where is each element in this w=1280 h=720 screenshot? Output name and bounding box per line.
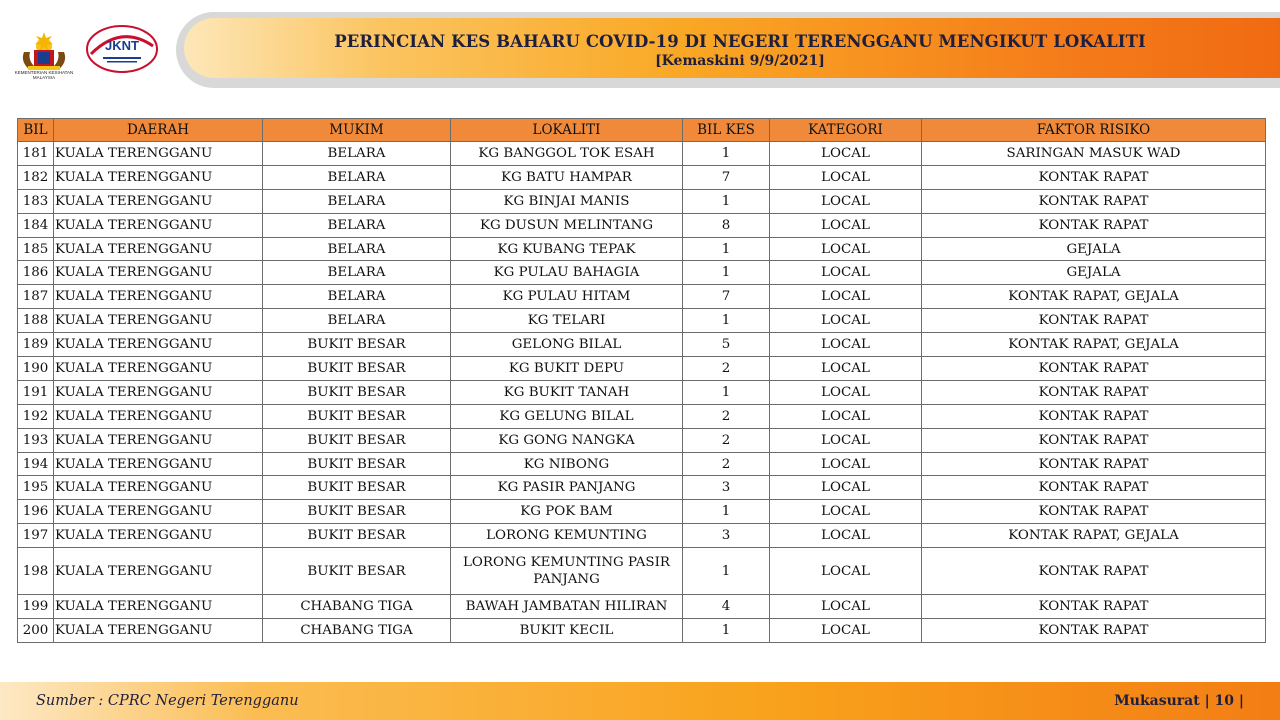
table-row (18, 500, 1266, 524)
cell-bil-kes: 1 (683, 548, 770, 595)
cell-faktor-risiko: KONTAK RAPAT (922, 428, 1266, 452)
cell-mukim: BUKIT BESAR (263, 548, 451, 595)
cell-bil-kes: 1 (683, 142, 770, 166)
cell-daerah: KUALA TERENGGANU (54, 619, 263, 643)
cell-kategori: LOCAL (770, 476, 922, 500)
cell-faktor-risiko: KONTAK RAPAT, GEJALA (922, 333, 1266, 357)
col-header-faktor-risiko: FAKTOR RISIKO (922, 119, 1266, 142)
cell-lokaliti: KG PULAU BAHAGIA (451, 261, 683, 285)
cell-lokaliti: KG BUKIT TANAH (451, 380, 683, 404)
cases-table (17, 118, 1266, 643)
cell-faktor-risiko: SARINGAN MASUK WAD (922, 142, 1266, 166)
cell-lokaliti: KG NIBONG (451, 452, 683, 476)
cell-kategori: LOCAL (770, 285, 922, 309)
page-title: PERINCIAN KES BAHARU COVID-19 DI NEGERI TERENGGANU MENGIKUT LOKALITI (334, 32, 1146, 51)
kkm-caption: KEMENTERIAN KESIHATAN MALAYSIA (14, 70, 74, 80)
cell-mukim: BELARA (263, 189, 451, 213)
cell-bil: 194 (18, 452, 54, 476)
jknt-logo (85, 24, 159, 74)
cell-bil-kes: 1 (683, 309, 770, 333)
cell-bil: 190 (18, 357, 54, 381)
cell-kategori: LOCAL (770, 500, 922, 524)
cell-daerah: KUALA TERENGGANU (54, 380, 263, 404)
cell-daerah: KUALA TERENGGANU (54, 524, 263, 548)
cell-daerah: KUALA TERENGGANU (54, 357, 263, 381)
cell-faktor-risiko: KONTAK RAPAT (922, 548, 1266, 595)
cell-mukim: BUKIT BESAR (263, 452, 451, 476)
cell-faktor-risiko: GEJALA (922, 261, 1266, 285)
table-row (18, 237, 1266, 261)
cell-daerah: KUALA TERENGGANU (54, 428, 263, 452)
cell-bil: 193 (18, 428, 54, 452)
table-body (18, 142, 1266, 643)
table-header-row (18, 119, 1266, 142)
cell-daerah: KUALA TERENGGANU (54, 548, 263, 595)
cell-lokaliti: KG TELARI (451, 309, 683, 333)
cell-faktor-risiko: KONTAK RAPAT (922, 595, 1266, 619)
cell-bil-kes: 7 (683, 165, 770, 189)
cell-bil-kes: 5 (683, 333, 770, 357)
cell-lokaliti: KG BATU HAMPAR (451, 165, 683, 189)
cell-kategori: LOCAL (770, 404, 922, 428)
cell-bil: 185 (18, 237, 54, 261)
col-header-lokaliti: LOKALITI (451, 119, 683, 142)
cell-daerah: KUALA TERENGGANU (54, 333, 263, 357)
table-row (18, 476, 1266, 500)
cell-faktor-risiko: KONTAK RAPAT (922, 404, 1266, 428)
cell-bil-kes: 8 (683, 213, 770, 237)
table-row (18, 357, 1266, 381)
cell-bil: 195 (18, 476, 54, 500)
cell-bil-kes: 1 (683, 261, 770, 285)
cell-bil: 187 (18, 285, 54, 309)
table-row (18, 404, 1266, 428)
table-row (18, 333, 1266, 357)
cell-bil-kes: 1 (683, 500, 770, 524)
page-number: Mukasurat | 10 | (1114, 693, 1244, 709)
cell-faktor-risiko: KONTAK RAPAT, GEJALA (922, 285, 1266, 309)
cell-faktor-risiko: KONTAK RAPAT (922, 165, 1266, 189)
cell-bil-kes: 2 (683, 452, 770, 476)
table-row (18, 380, 1266, 404)
cell-bil: 199 (18, 595, 54, 619)
table-row (18, 428, 1266, 452)
table-row (18, 548, 1266, 595)
cell-mukim: BELARA (263, 261, 451, 285)
cell-bil: 184 (18, 213, 54, 237)
cell-kategori: LOCAL (770, 548, 922, 595)
cell-kategori: LOCAL (770, 357, 922, 381)
cell-mukim: BUKIT BESAR (263, 333, 451, 357)
cell-faktor-risiko: KONTAK RAPAT (922, 500, 1266, 524)
cell-daerah: KUALA TERENGGANU (54, 285, 263, 309)
cell-kategori: LOCAL (770, 524, 922, 548)
cell-mukim: CHABANG TIGA (263, 595, 451, 619)
cell-lokaliti: KG PASIR PANJANG (451, 476, 683, 500)
cell-mukim: BUKIT BESAR (263, 404, 451, 428)
table-row (18, 619, 1266, 643)
col-header-mukim: MUKIM (263, 119, 451, 142)
cell-mukim: BELARA (263, 142, 451, 166)
cell-bil-kes: 7 (683, 285, 770, 309)
cell-kategori: LOCAL (770, 452, 922, 476)
cell-faktor-risiko: KONTAK RAPAT (922, 189, 1266, 213)
cell-faktor-risiko: KONTAK RAPAT (922, 309, 1266, 333)
cell-bil: 197 (18, 524, 54, 548)
cell-bil-kes: 1 (683, 380, 770, 404)
cell-kategori: LOCAL (770, 428, 922, 452)
cell-kategori: LOCAL (770, 165, 922, 189)
cell-bil: 188 (18, 309, 54, 333)
cell-faktor-risiko: KONTAK RAPAT (922, 619, 1266, 643)
cell-mukim: BUKIT BESAR (263, 524, 451, 548)
cell-lokaliti: GELONG BILAL (451, 333, 683, 357)
cell-bil-kes: 1 (683, 189, 770, 213)
cell-bil: 192 (18, 404, 54, 428)
table-row (18, 452, 1266, 476)
cell-lokaliti: KG POK BAM (451, 500, 683, 524)
source-note: Sumber : CPRC Negeri Terengganu (36, 693, 299, 709)
cell-faktor-risiko: GEJALA (922, 237, 1266, 261)
col-header-bil-kes: BIL KES (683, 119, 770, 142)
cell-bil-kes: 1 (683, 237, 770, 261)
cell-kategori: LOCAL (770, 333, 922, 357)
cell-lokaliti: KG DUSUN MELINTANG (451, 213, 683, 237)
cell-kategori: LOCAL (770, 189, 922, 213)
cell-lokaliti: KG KUBANG TEPAK (451, 237, 683, 261)
table-row (18, 595, 1266, 619)
cell-bil-kes: 2 (683, 357, 770, 381)
cell-mukim: BELARA (263, 309, 451, 333)
cell-lokaliti: BUKIT KECIL (451, 619, 683, 643)
cell-lokaliti: LORONG KEMUNTING PASIR PANJANG (451, 548, 683, 595)
cell-bil: 189 (18, 333, 54, 357)
cell-faktor-risiko: KONTAK RAPAT (922, 357, 1266, 381)
cell-lokaliti: KG PULAU HITAM (451, 285, 683, 309)
cell-bil-kes: 2 (683, 428, 770, 452)
cell-lokaliti: LORONG KEMUNTING (451, 524, 683, 548)
cell-bil-kes: 3 (683, 476, 770, 500)
cell-lokaliti: KG GONG NANGKA (451, 428, 683, 452)
cell-kategori: LOCAL (770, 309, 922, 333)
cell-daerah: KUALA TERENGGANU (54, 309, 263, 333)
cell-daerah: KUALA TERENGGANU (54, 165, 263, 189)
cell-daerah: KUALA TERENGGANU (54, 595, 263, 619)
cell-kategori: LOCAL (770, 213, 922, 237)
cell-kategori: LOCAL (770, 380, 922, 404)
cell-bil: 186 (18, 261, 54, 285)
col-header-bil: BIL (18, 119, 54, 142)
cell-daerah: KUALA TERENGGANU (54, 452, 263, 476)
cell-daerah: KUALA TERENGGANU (54, 213, 263, 237)
cell-bil: 182 (18, 165, 54, 189)
cell-lokaliti: KG GELUNG BILAL (451, 404, 683, 428)
cell-bil-kes: 3 (683, 524, 770, 548)
cell-kategori: LOCAL (770, 261, 922, 285)
cell-bil: 198 (18, 548, 54, 595)
cell-bil-kes: 4 (683, 595, 770, 619)
table-row (18, 189, 1266, 213)
cell-mukim: BUKIT BESAR (263, 476, 451, 500)
table-row (18, 309, 1266, 333)
cell-faktor-risiko: KONTAK RAPAT (922, 476, 1266, 500)
col-header-kategori: KATEGORI (770, 119, 922, 142)
page-subtitle: [Kemaskini 9/9/2021] (655, 53, 825, 69)
cell-bil-kes: 2 (683, 404, 770, 428)
cell-lokaliti: KG BUKIT DEPU (451, 357, 683, 381)
table-row (18, 261, 1266, 285)
jknt-logo-text: JKNT (105, 38, 139, 53)
cell-kategori: LOCAL (770, 595, 922, 619)
cell-mukim: BUKIT BESAR (263, 380, 451, 404)
cell-faktor-risiko: KONTAK RAPAT, GEJALA (922, 524, 1266, 548)
cell-faktor-risiko: KONTAK RAPAT (922, 213, 1266, 237)
cell-mukim: BELARA (263, 165, 451, 189)
cell-faktor-risiko: KONTAK RAPAT (922, 380, 1266, 404)
cell-bil: 181 (18, 142, 54, 166)
col-header-daerah: DAERAH (54, 119, 263, 142)
cell-daerah: KUALA TERENGGANU (54, 476, 263, 500)
table-row (18, 524, 1266, 548)
cell-daerah: KUALA TERENGGANU (54, 189, 263, 213)
cell-mukim: BUKIT BESAR (263, 428, 451, 452)
cell-faktor-risiko: KONTAK RAPAT (922, 452, 1266, 476)
table-row (18, 213, 1266, 237)
cell-mukim: BELARA (263, 213, 451, 237)
cell-bil: 183 (18, 189, 54, 213)
cell-bil: 196 (18, 500, 54, 524)
cell-daerah: KUALA TERENGGANU (54, 142, 263, 166)
cell-lokaliti: BAWAH JAMBATAN HILIRAN (451, 595, 683, 619)
cell-kategori: LOCAL (770, 142, 922, 166)
cell-daerah: KUALA TERENGGANU (54, 500, 263, 524)
cell-lokaliti: KG BINJAI MANIS (451, 189, 683, 213)
cell-mukim: BUKIT BESAR (263, 500, 451, 524)
table-row (18, 142, 1266, 166)
cell-daerah: KUALA TERENGGANU (54, 237, 263, 261)
table-row (18, 165, 1266, 189)
cell-mukim: BELARA (263, 237, 451, 261)
cell-kategori: LOCAL (770, 237, 922, 261)
cell-bil: 191 (18, 380, 54, 404)
cell-mukim: CHABANG TIGA (263, 619, 451, 643)
cell-mukim: BUKIT BESAR (263, 357, 451, 381)
cell-mukim: BELARA (263, 285, 451, 309)
cell-lokaliti: KG BANGGOL TOK ESAH (451, 142, 683, 166)
table-row (18, 285, 1266, 309)
cell-daerah: KUALA TERENGGANU (54, 404, 263, 428)
cell-kategori: LOCAL (770, 619, 922, 643)
cell-bil: 200 (18, 619, 54, 643)
cell-bil-kes: 1 (683, 619, 770, 643)
cell-daerah: KUALA TERENGGANU (54, 261, 263, 285)
